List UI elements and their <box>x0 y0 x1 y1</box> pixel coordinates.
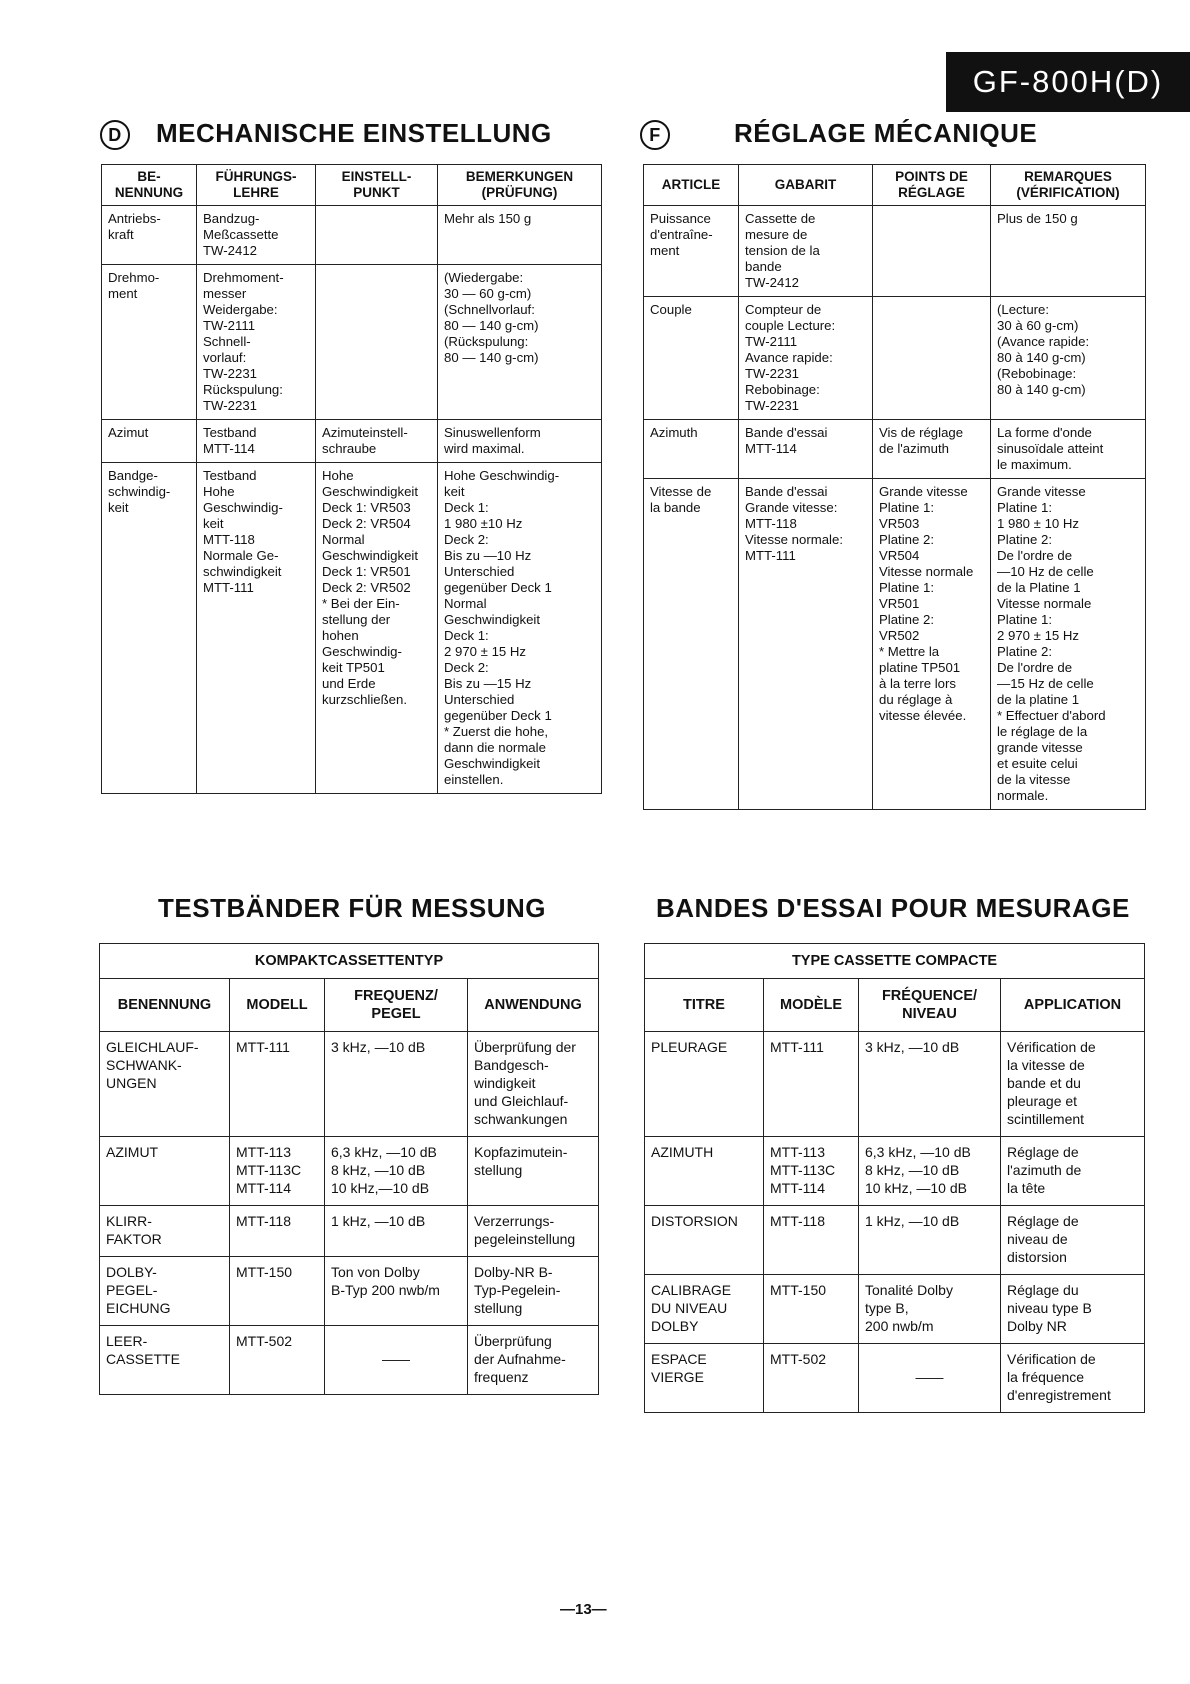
table-cell: 1 kHz, —10 dB <box>325 1206 468 1257</box>
table-cell: Azimuth <box>644 420 739 479</box>
table-row <box>102 463 602 794</box>
table-cell: DISTORSION <box>645 1206 764 1275</box>
column-header: BEMERKUNGEN (PRÜFUNG) <box>438 165 602 206</box>
table-cell: MTT-118 <box>230 1206 325 1257</box>
table-cell: MTT-502 <box>764 1344 859 1413</box>
table-row <box>100 1257 599 1326</box>
table-cell: La forme d'onde sinusoïdale atteint le maximum. <box>991 420 1146 479</box>
table-cell: Testband Hohe Geschwindig- keit MTT-118 Normale Ge- schwindigkeit MTT-111 <box>197 463 316 794</box>
column-header: MODÈLE <box>764 979 859 1032</box>
table-cell: AZIMUT <box>100 1137 230 1206</box>
table-cell: ESPACE VIERGE <box>645 1344 764 1413</box>
table-cell: MTT-118 <box>764 1206 859 1275</box>
table-cell: Ton von Dolby B-Typ 200 nwb/m <box>325 1257 468 1326</box>
table-cell: Dolby-NR B- Typ-Pegelein- stellung <box>468 1257 599 1326</box>
table-cell: Bandge- schwindig- keit <box>102 463 197 794</box>
table-cell: Bande d'essai Grande vitesse: MTT-118 Vitesse normale: MTT-111 <box>739 479 873 810</box>
column-header: GABARIT <box>739 165 873 206</box>
de-test-table <box>99 943 599 1395</box>
table-cell: MTT-111 <box>230 1032 325 1137</box>
table-cell: CALIBRAGE DU NIVEAU DOLBY <box>645 1275 764 1344</box>
column-header: POINTS DE RÉGLAGE <box>873 165 991 206</box>
table-cell: (Lecture: 30 à 60 g-cm) (Avance rapide: 80 à 140 g-cm) (Rebobinage: 80 à 140 g-cm) <box>991 297 1146 420</box>
section-marker-f: F <box>640 120 670 150</box>
table-cell: —— <box>859 1344 1001 1413</box>
table-row <box>644 297 1146 420</box>
table-row <box>100 1032 599 1137</box>
de-mech-table <box>101 164 602 794</box>
table-cell: GLEICHLAUF- SCHWANK- UNGEN <box>100 1032 230 1137</box>
table-cell: Bande d'essai MTT-114 <box>739 420 873 479</box>
column-header: ARTICLE <box>644 165 739 206</box>
table-cell: Hohe Geschwindigkeit Deck 1: VR503 Deck 2: VR504 Normal Geschwindigkeit Deck 1: VR501 Deck 2: VR502 * Bei der Ein- stellung der hohen Geschwindig- keit TP501 und Erde kurzschließen. <box>316 463 438 794</box>
table-cell: Grande vitesse Platine 1: VR503 Platine 2: VR504 Vitesse normale Platine 1: VR501 Platine 2: VR502 * Mettre la platine TP501 à la terre lors du réglage à vitesse élevée. <box>873 479 991 810</box>
table-row <box>100 1326 599 1395</box>
table-row <box>102 206 602 265</box>
table-cell: Mehr als 150 g <box>438 206 602 265</box>
table-cell: Drehmoment- messer Weidergabe: TW-2111 Schnell- vorlauf: TW-2231 Rückspulung: TW-2231 <box>197 265 316 420</box>
column-header: FREQUENZ/ PEGEL <box>325 979 468 1032</box>
table-cell: Cassette de mesure de tension de la bande TW-2412 <box>739 206 873 297</box>
table-header-row <box>102 165 602 206</box>
table-cell: 6,3 kHz, —10 dB 8 kHz, —10 dB 10 kHz, —10 dB <box>859 1137 1001 1206</box>
table-row <box>100 1137 599 1206</box>
column-header: FRÉQUENCE/ NIVEAU <box>859 979 1001 1032</box>
table-cell: Vis de réglage de l'azimuth <box>873 420 991 479</box>
fr-test-table <box>644 943 1145 1413</box>
table-cell: Puissance d'entraîne- ment <box>644 206 739 297</box>
table-header-row <box>100 979 599 1032</box>
table-cell: AZIMUTH <box>645 1137 764 1206</box>
table-header-row <box>645 979 1145 1032</box>
table-cell: MTT-111 <box>764 1032 859 1137</box>
column-header: BENENNUNG <box>100 979 230 1032</box>
table-row <box>100 1206 599 1257</box>
table-cell: MTT-502 <box>230 1326 325 1395</box>
column-header: TITRE <box>645 979 764 1032</box>
table-row <box>102 420 602 463</box>
column-header: MODELL <box>230 979 325 1032</box>
fr-mech-heading <box>640 118 1037 150</box>
table-row <box>645 1275 1145 1344</box>
section-marker-d: D <box>100 120 130 150</box>
table-cell: Réglage de l'azimuth de la tête <box>1001 1137 1145 1206</box>
de-mech-heading <box>100 118 552 150</box>
table-cell: Drehmo- ment <box>102 265 197 420</box>
column-header: FÜHRUNGS- LEHRE <box>197 165 316 206</box>
table-cell: Grande vitesse Platine 1: 1 980 ± 10 Hz Platine 2: De l'ordre de —10 Hz de celle de la Platine 1 Vitesse normale Platine 1: 2 970 ± 15 Hz Platine 2: De l'ordre de —15 Hz de celle de la platine 1 * Effectuer d'abord le réglage de la grande vitesse et esuite celui de la vitesse normale. <box>991 479 1146 810</box>
table-cell: Couple <box>644 297 739 420</box>
table-header-row <box>644 165 1146 206</box>
table-cell <box>873 297 991 420</box>
table-cell: DOLBY- PEGEL- EICHUNG <box>100 1257 230 1326</box>
group-header: TYPE CASSETTE COMPACTE <box>645 944 1145 979</box>
column-header: BE- NENNUNG <box>102 165 197 206</box>
column-header: REMARQUES (VÉRIFICATION) <box>991 165 1146 206</box>
table-cell <box>316 206 438 265</box>
table-cell: Tonalité Dolby type B, 200 nwb/m <box>859 1275 1001 1344</box>
table-cell: MTT-150 <box>230 1257 325 1326</box>
table-cell: MTT-150 <box>764 1275 859 1344</box>
table-cell: 1 kHz, —10 dB <box>859 1206 1001 1275</box>
table-cell <box>873 206 991 297</box>
fr-mech-table <box>643 164 1146 810</box>
table-cell <box>316 265 438 420</box>
de-test-title: TESTBÄNDER FÜR MESSUNG <box>158 893 547 923</box>
table-cell: Testband MTT-114 <box>197 420 316 463</box>
table-cell: 3 kHz, —10 dB <box>325 1032 468 1137</box>
table-cell: Plus de 150 g <box>991 206 1146 297</box>
table-cell: Hohe Geschwindig- keit Deck 1: 1 980 ±10 Hz Deck 2: Bis zu —10 Hz Unterschied gegenüber Deck 1 Normal Geschwindigkeit Deck 1: 2 970 ± 15 Hz Deck 2: Bis zu —15 Hz Unterschied gegenüber Deck 1 * Zuerst die hohe, dann die normale Geschwindigkeit einstellen. <box>438 463 602 794</box>
table-cell: Vérification de la vitesse de bande et du pleurage et scintillement <box>1001 1032 1145 1137</box>
table-cell: Sinuswellenform wird maximal. <box>438 420 602 463</box>
column-header: EINSTELL- PUNKT <box>316 165 438 206</box>
table-cell: KLIRR- FAKTOR <box>100 1206 230 1257</box>
table-cell: 3 kHz, —10 dB <box>859 1032 1001 1137</box>
table-row <box>644 206 1146 297</box>
table-cell: Antriebs- kraft <box>102 206 197 265</box>
table-cell: LEER- CASSETTE <box>100 1326 230 1395</box>
table-cell: Vérification de la fréquence d'enregistrement <box>1001 1344 1145 1413</box>
table-cell: Kopfazimutein- stellung <box>468 1137 599 1206</box>
table-cell: Überprüfung der Aufnahme- frequenz <box>468 1326 599 1395</box>
table-cell: Verzerrungs- pegeleinstellung <box>468 1206 599 1257</box>
table-cell: Überprüfung der Bandgesch- windigkeit und Gleichlauf- schwankungen <box>468 1032 599 1137</box>
table-cell: Azimut <box>102 420 197 463</box>
group-header: KOMPAKTCASSETTENTYP <box>100 944 599 979</box>
table-cell: Vitesse de la bande <box>644 479 739 810</box>
table-cell: 6,3 kHz, —10 dB 8 kHz, —10 dB 10 kHz,—10 dB <box>325 1137 468 1206</box>
table-cell: Bandzug- Meßcassette TW-2412 <box>197 206 316 265</box>
table-row <box>645 1206 1145 1275</box>
table-cell: Réglage de niveau de distorsion <box>1001 1206 1145 1275</box>
table-row <box>645 1344 1145 1413</box>
column-header: ANWENDUNG <box>468 979 599 1032</box>
table-cell: MTT-113 MTT-113C MTT-114 <box>230 1137 325 1206</box>
table-cell: Azimuteinstell- schraube <box>316 420 438 463</box>
table-row <box>645 1032 1145 1137</box>
table-cell: Compteur de couple Lecture: TW-2111 Avance rapide: TW-2231 Rebobinage: TW-2231 <box>739 297 873 420</box>
column-header: APPLICATION <box>1001 979 1145 1032</box>
de-mech-title: MECHANISCHE EINSTELLUNG <box>156 118 552 148</box>
table-row <box>645 1137 1145 1206</box>
fr-mech-title: RÉGLAGE MÉCANIQUE <box>734 118 1038 148</box>
table-cell: —— <box>325 1326 468 1395</box>
table-cell: PLEURAGE <box>645 1032 764 1137</box>
model-tag: GF-800H(D) <box>946 52 1190 112</box>
table-row <box>644 479 1146 810</box>
table-cell: Réglage du niveau type B Dolby NR <box>1001 1275 1145 1344</box>
table-cell: MTT-113 MTT-113C MTT-114 <box>764 1137 859 1206</box>
fr-test-title: BANDES D'ESSAI POUR MESURAGE <box>656 893 1130 923</box>
table-cell: (Wiedergabe: 30 — 60 g-cm) (Schnellvorlauf: 80 — 140 g-cm) (Rückspulung: 80 — 140 g-cm) <box>438 265 602 420</box>
table-row <box>644 420 1146 479</box>
table-row <box>102 265 602 420</box>
page-number: —13— <box>560 1601 607 1618</box>
